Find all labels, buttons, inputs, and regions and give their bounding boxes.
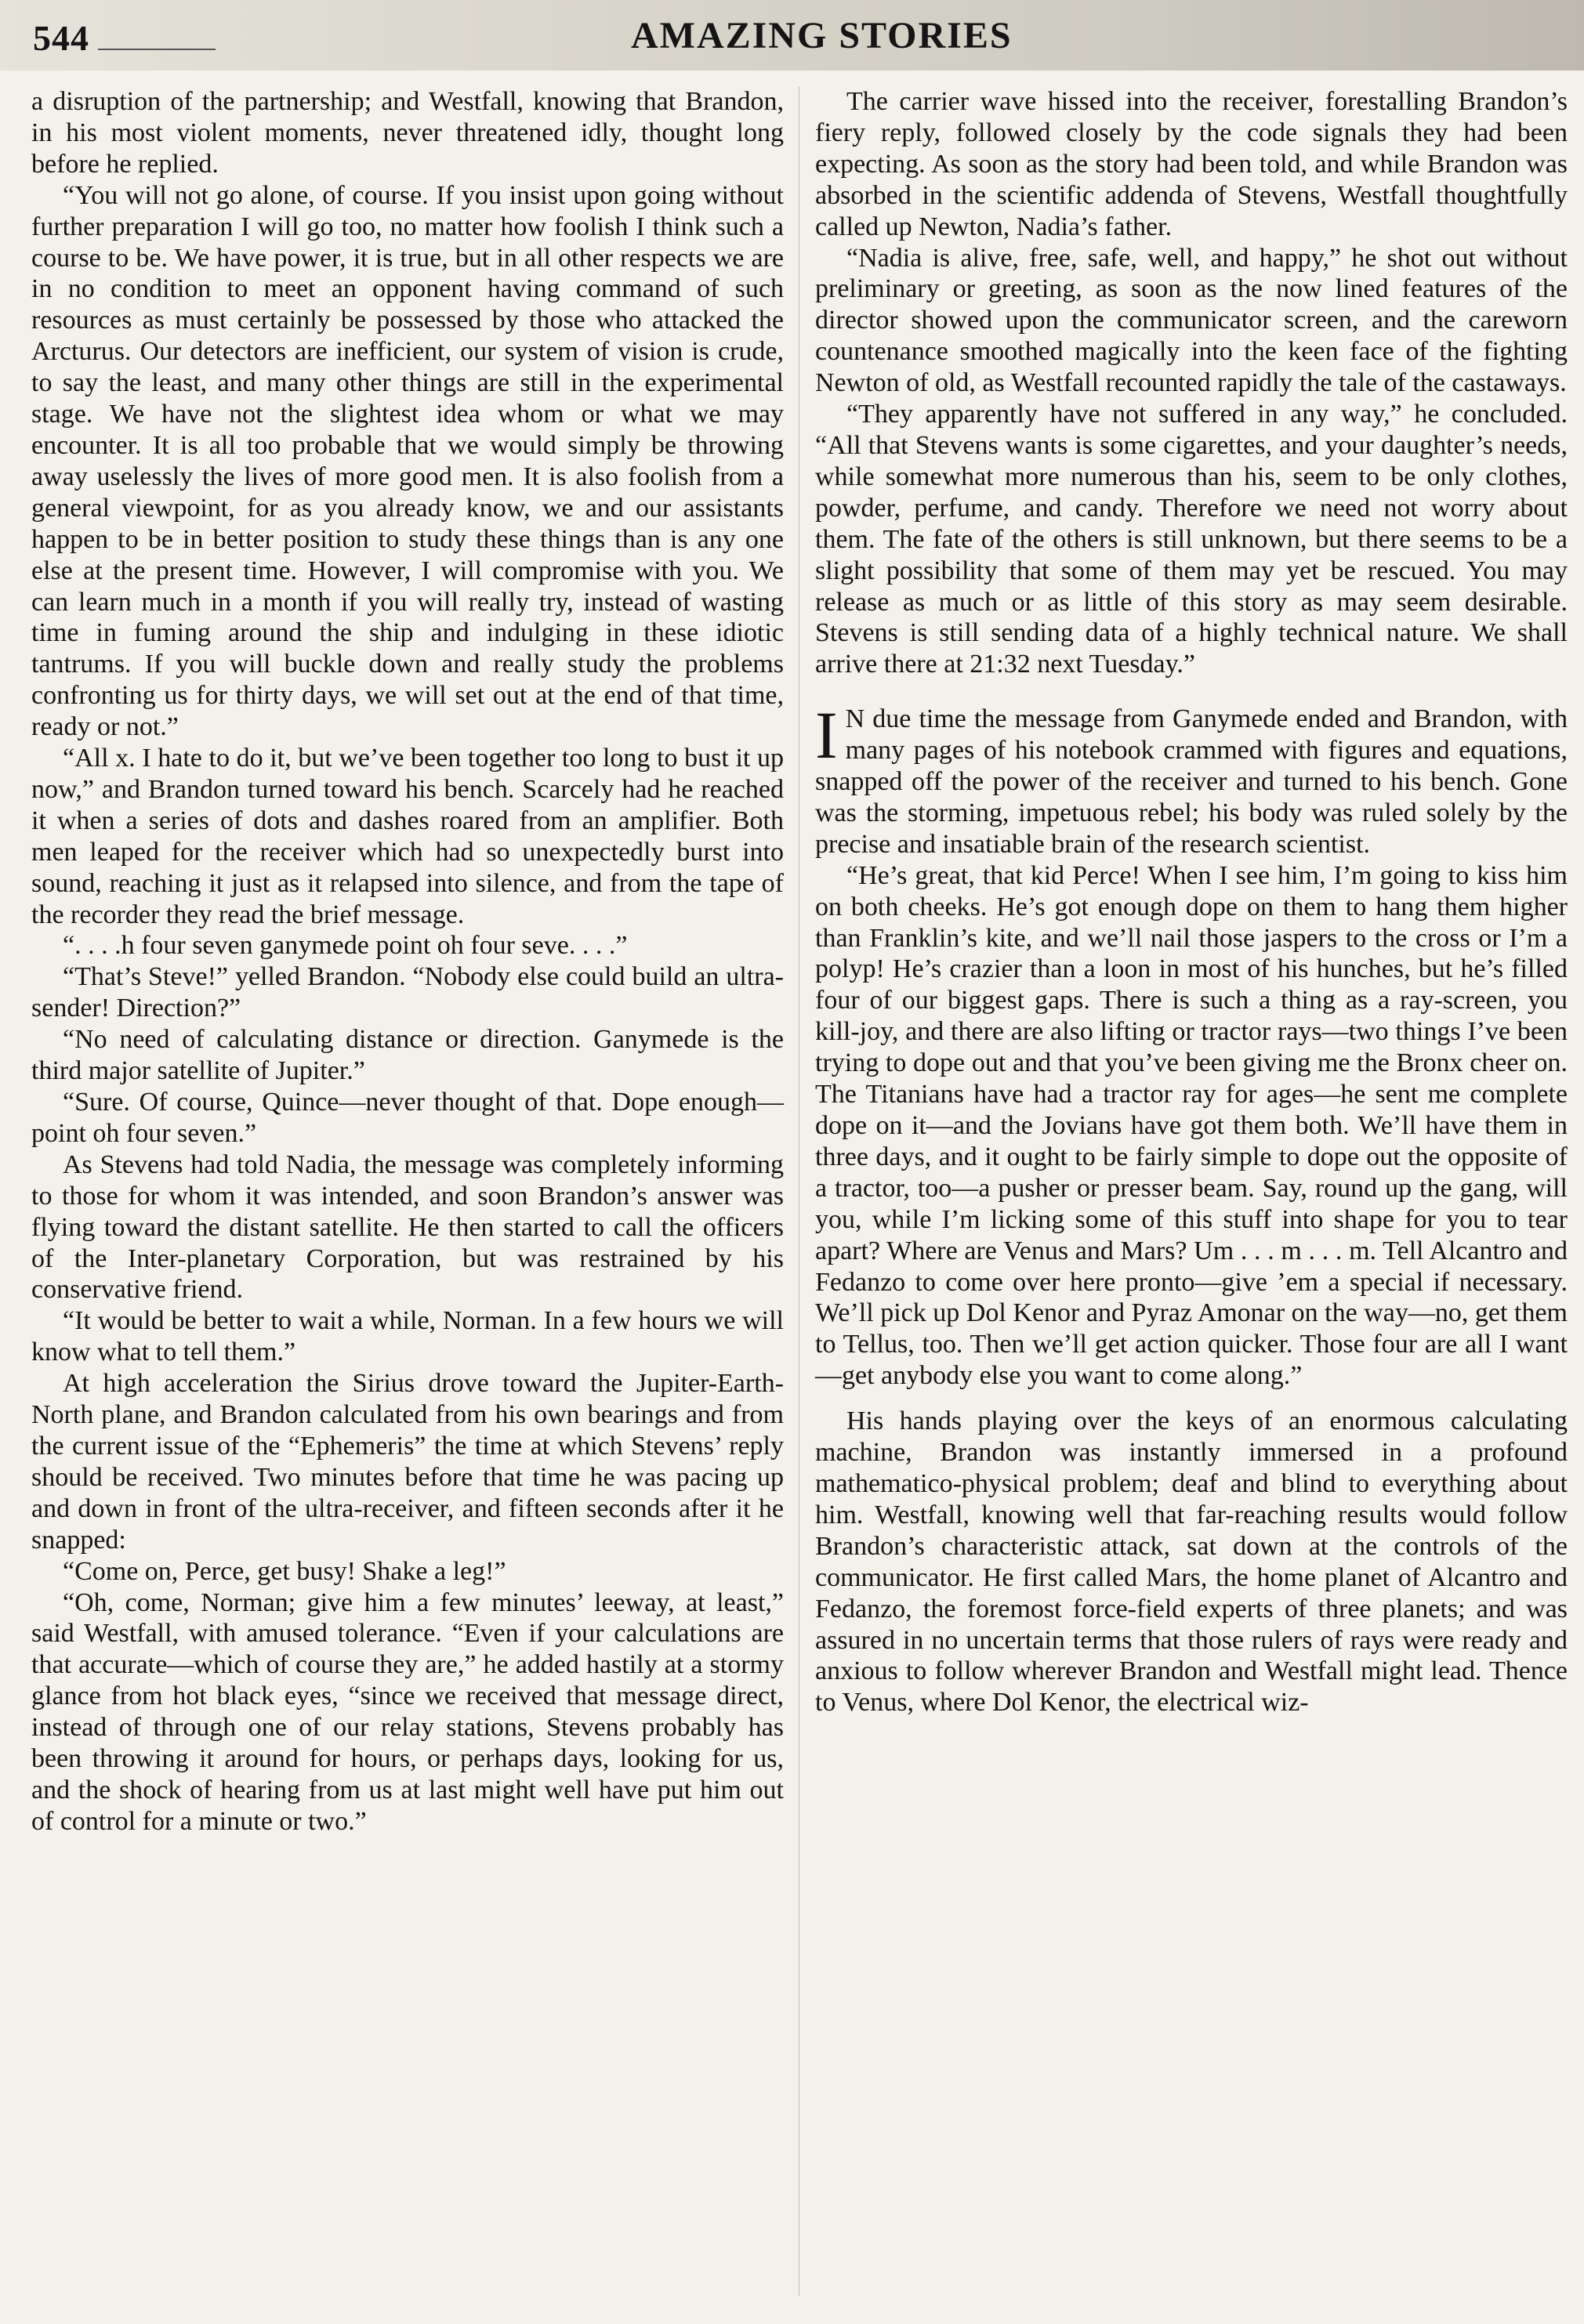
paragraph-text: N due time the message from Ganymede ended and Brandon, with many pages of his notebook crammed with figures and equations, snapped off the power of the receiver and turned to his bench. Gone was the storming, impetuous rebel; his body was ruled solely by the precise and insatiable brain of the research scientist.: [815, 704, 1568, 859]
paragraph: “. . . .h four seven ganymede point oh four seve. . . .”: [63, 931, 628, 961]
left-column: [31, 86, 784, 1837]
paragraph: His hands playing over the keys of an enormous calculating machine, Brandon was instantly immersed in a profound mathematico-physical problem; deaf and blind to everything about him. Westfall, knowing well that far-reaching results would follow Brandon’s characteristic attack, sat down at the controls of the communicator. He first called Mars, the home planet of Alcantro and Fedanzo, the foremost force-field experts of three planets; and was assured in no uncertain terms that those rulers of rays were ready and anxious to follow wherever Brandon and Westfall might lead. Thence to Venus, where Dol Kenor, the electrical wiz-: [815, 1406, 1568, 1718]
paragraph: “They apparently have not suffered in any way,” he concluded. “All that Stevens wants is some cigarettes, and your daughter’s needs, while somewhat more numerous than his, seem to be only clothes, powder, perfume, and candy. Therefore we need not worry about them. The fate of the others is still unknown, but there seems to be a slight possibility that some of them may yet be rescued. You may release as much or as little of this story as may seem desirable. Stevens is still sending data of a highly technical nature. We shall arrive there at 21:32 next Tuesday.”: [815, 400, 1568, 679]
page-header: [0, 0, 1584, 71]
paragraph: “No need of calculating distance or direction. Ganymede is the third major satellite of Jupiter.”: [31, 1025, 784, 1086]
paragraph: “Sure. Of course, Quince—never thought of that. Dope enough—point oh four seven.”: [31, 1088, 784, 1148]
paragraph: a disruption of the partnership; and Westfall, knowing that Brandon, in his most violent moments, never threatened idly, thought long before he replied.: [31, 87, 784, 179]
section-opening-paragraph: [815, 697, 1568, 860]
paragraph: “He’s great, that kid Perce! When I see him, I’m going to kiss him on both cheeks. He’s got enough dope on them to hang them higher than Franklin’s kite, and we’ll nail those jaspers to the cross or I’m a polyp! He’s crazier than a loon in most of his hunches, but he’s filled four of our biggest gaps. There is such a thing as a ray-screen, you kill-joy, and there are also lifting or tractor rays—two things I’ve been trying to dope out and that you’ve been giving me the Bronx cheer on. The Titanians have had a tractor ray for ages—he sent me complete dope on it—and the Jovians have got them both. We’ll have them in three days, and it ought to be fairly simple to dope out the opposite of a tractor, too—a pusher or presser beam. Say, round up the gang, will you, while I’m licking some of this stuff into shape for you to tear apart? Where are Venus and Mars? Um . . . m . . . m. Tell Alcantro and Fedanzo to come over here pronto—give ’em a special if necessary. We’ll pick up Dol Kenor and Pyraz Amonar on the way—no, get them to Tellus, too. Then we’ll get action quicker. Those four are all I want—get anybody else you want to come along.”: [815, 860, 1568, 1391]
page-number: 544: [33, 18, 89, 58]
header-rule: [98, 49, 216, 50]
paragraph: The carrier wave hissed into the receiver, forestalling Brandon’s fiery reply, followed closely by the code signals they had been expecting. As soon as the story had been told, and while Brandon was absorbed in the scientific addenda of Stevens, Westfall thoughtfully called up Newton, Nadia’s father.: [815, 87, 1568, 241]
paragraph: “Oh, come, Norman; give him a few minutes’ leeway, at least,” said Westfall, with amused tolerance. “Even if your calculations are that accurate—which of course they are,” he added hastily at a stormy glance from hot black eyes, “since we received that message direct, instead of through one of our relay stations, Stevens probably has been throwing it around for hours, or perhaps days, looking for us, and the shock of hearing from us at last might well have put him out of control for a minute or two.”: [31, 1587, 784, 1836]
paragraph: “Nadia is alive, free, safe, well, and happy,” he shot out without preliminary or greeting, as soon as the now lined features of the director showed upon the communicator screen, and the careworn countenance smoothed magically into the keen face of the fighting Newton of old, as Westfall recounted rapidly the tale of the castaways.: [815, 243, 1568, 398]
paragraph: “That’s Steve!” yelled Brandon. “Nobody else could build an ultra-sender! Direction?”: [31, 962, 784, 1023]
paragraph: “You will not go alone, of course. If you insist upon going without further preparation I will go too, no matter how foolish I think such a course to be. We have power, it is true, but in all other respects we are in no condition to meet an opponent having command of such resources as must certainly be possessed by those who attacked the Arcturus. Our detectors are inefficient, our system of vision is crude, to say the least, and many other things are still in the experimental stage. We have not the slightest idea whom or what we may encounter. It is all too probable that we would simply be throwing away uselessly the lives of more good men. It is also foolish from a general viewpoint, for as you already know, we and our assistants happen to be in better position to study these things than is any one else at the present time. However, I will compromise with you. We can learn much in a month if you will really try, instead of wasting time in fuming around the ship and indulging in these idiotic tantrums. If you will buckle down and really study the problems confronting us for thirty days, we will set out at the end of that time, ready or not.”: [31, 180, 784, 742]
paragraph: “It would be better to wait a while, Norman. In a few hours we will know what to tell them.”: [31, 1306, 784, 1367]
drop-cap: I: [815, 697, 838, 773]
paragraph: “All x. I hate to do it, but we’ve been together too long to bust it up now,” and Brandon turned toward his bench. Scarcely had he reached it when a series of dots and dashes roared from an amplifier. Both men leaped for the receiver which had so unexpectedly burst into sound, reaching it just as it relapsed into silence, and from the tape of the recorder they read the brief message.: [31, 744, 784, 929]
paragraph: At high acceleration the Sirius drove toward the Jupiter-Earth-North plane, and Brandon calculated from his own bearings and from the current issue of the “Ephemeris” the time at which Stevens’ reply should be received. Two minutes before that time he was pacing up and down in front of the ultra-receiver, and fifteen seconds after it he snapped:: [31, 1369, 784, 1555]
right-column: [815, 86, 1568, 1718]
paragraph: As Stevens had told Nadia, the message was completely informing to those for whom it was intended, and soon Brandon’s answer was flying toward the distant satellite. He then started to call the officers of the Inter-planetary Corporation, but was restrained by his conservative friend.: [31, 1149, 784, 1305]
paragraph: “Come on, Perce, get busy! Shake a leg!”: [63, 1556, 506, 1586]
running-head: AMAZING STORIES: [631, 15, 1013, 56]
